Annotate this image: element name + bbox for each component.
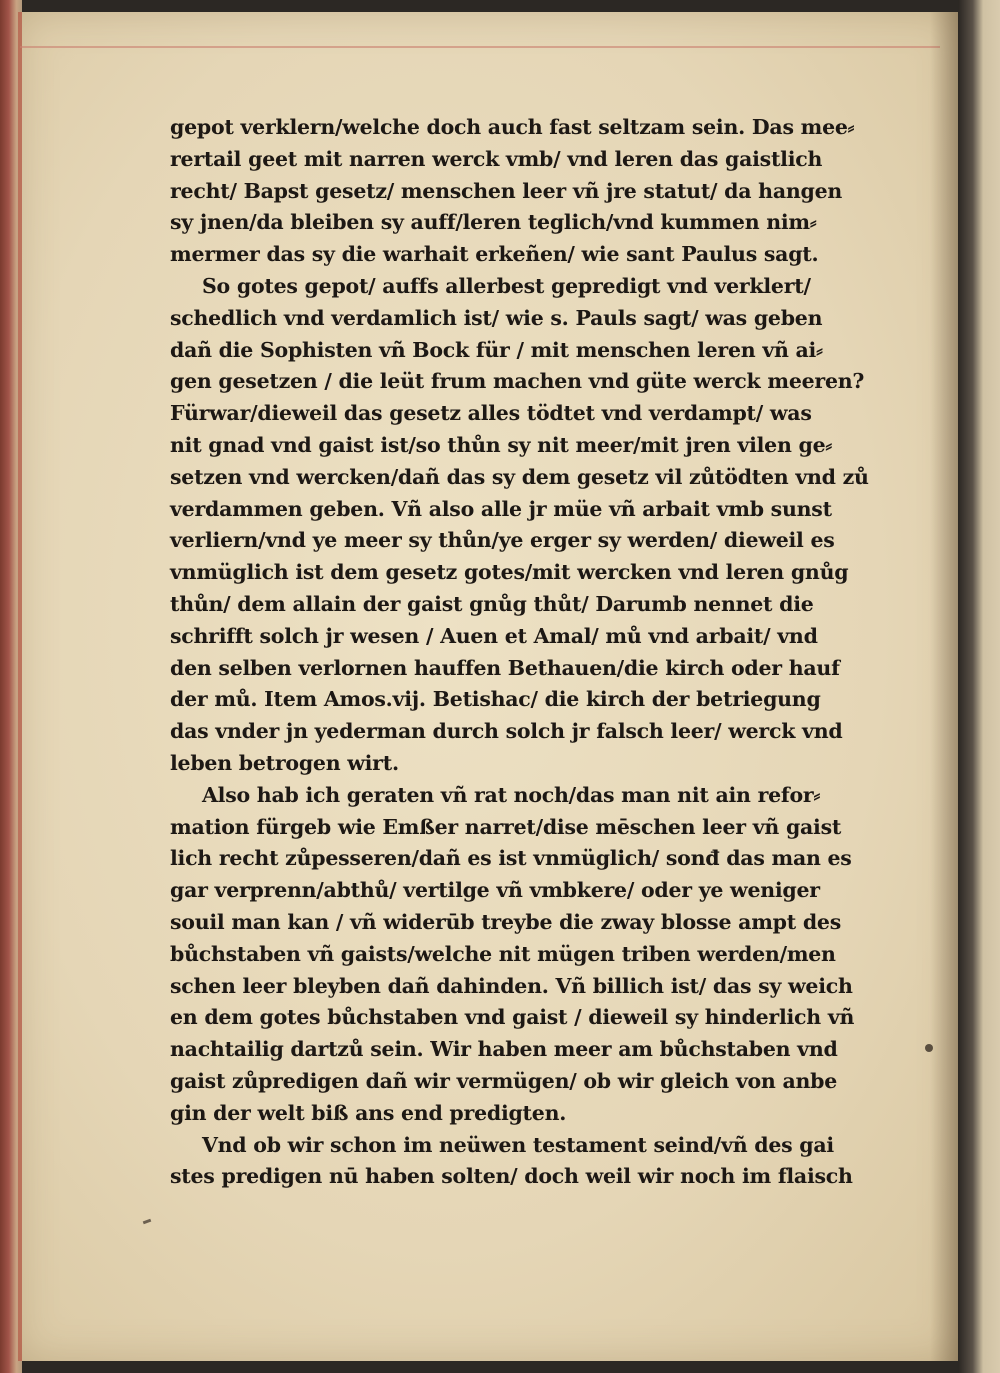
margin-ink-dot <box>925 1044 933 1052</box>
text-line: gepot verklern/welche doch auch fast seltzam sein. Das mee⸗ <box>170 115 855 139</box>
text-line: mation fürgeb wie Emßer narret/dise mēschen leer vñ gaist <box>170 814 842 839</box>
text-line: gaist zůpredigen dañ wir vermügen/ ob wir gleich von anbe <box>170 1068 838 1093</box>
text-line: dañ die Sophisten vñ Bock für / mit menschen leren vñ ai⸗ <box>170 337 823 362</box>
text-line: recht/ Bapst gesetz/ menschen leer vñ jre statut/ da hangen <box>170 178 843 203</box>
gutter-shadow <box>930 12 960 1361</box>
text-line: verdammen geben. Vñ also alle jr müe vñ arbait vmb sunst <box>170 496 832 521</box>
text-line: leben betrogen wirt. <box>170 750 399 775</box>
text-line: gin der welt biß ans end predigten. <box>170 1100 567 1125</box>
text-line: stes predigen nū haben solten/ doch weil wir noch im flaisch <box>170 1164 853 1189</box>
text-line: en dem gotes bůchstaben vnd gaist / dieweil sy hinderlich vñ <box>170 1005 855 1030</box>
text-line: nit gnad vnd gaist ist/so thůn sy nit meer/mit jren vilen ge⸗ <box>170 432 832 457</box>
page-text <box>170 112 910 1193</box>
text-line: sy jnen/da bleiben sy auff/leren teglich/vnd kummen nim⸗ <box>170 210 817 235</box>
text-line: mermer das sy die warhait erkeñen/ wie sant Paulus sagt. <box>170 242 819 267</box>
text-line: das vnder jn yederman durch solch jr falsch leer/ werck vnd <box>170 719 843 744</box>
text-line: vnmüglich ist dem gesetz gotes/mit wercken vnd leren gnůg <box>170 560 849 585</box>
text-line: nachtailig dartzů sein. Wir haben meer am bůchstaben vnd <box>170 1037 838 1062</box>
page-edge-left <box>18 12 22 1361</box>
text-line: schrifft solch jr wesen / Auen et Amal/ mů vnd arbait/ vnd <box>170 623 818 648</box>
text-line: Also hab ich geraten vñ rat noch/das man nit ain refor⸗ <box>202 782 821 807</box>
text-line: der mů. Item Amos.vij. Betishac/ die kirch der betriegung <box>170 687 821 712</box>
text-line: setzen vnd wercken/dañ das sy dem gesetz vil zůtödten vnd zů <box>170 464 869 489</box>
text-line: So gotes gepot/ auffs allerbest gepredigt vnd verklert/ <box>202 273 811 298</box>
text-line: Vnd ob wir schon im neüwen testament seind/vñ des gai <box>202 1132 834 1157</box>
text-line: thůn/ dem allain der gaist gnůg thůt/ Darumb nennet die <box>170 591 814 616</box>
text-line: souil man kan / vñ widerūb treybe die zway blosse ampt des <box>170 909 841 934</box>
text-line: gen gesetzen / die leüt frum machen vnd güte werck meeren? <box>170 369 865 394</box>
text-line: lich recht zůpesseren/dañ es ist vnmüglich/ sonđ das man es <box>170 846 852 871</box>
text-line: den selben verlornen hauffen Bethauen/die kirch oder hauf <box>170 655 840 680</box>
text-line: Fürwar/dieweil das gesetz alles tödtet vnd verdampt/ was <box>170 401 812 426</box>
text-line: bůchstaben vñ gaists/welche nit mügen triben werden/men <box>170 941 836 966</box>
text-line: verliern/vnd ye meer sy thůn/ye erger sy werden/ dieweil es <box>170 528 835 553</box>
facing-page-edge <box>958 0 1000 1373</box>
text-line: schedlich vnd verdamlich ist/ wie s. Pauls sagt/ was geben <box>170 305 823 330</box>
text-line: rertail geet mit narren werck vmb/ vnd leren das gaistlich <box>170 146 823 171</box>
page-edge-top <box>20 46 940 48</box>
text-line: gar verprenn/abthů/ vertilge vñ vmbkere/ oder ye weniger <box>170 878 820 903</box>
text-line: schen leer bleyben dañ dahinden. Vñ billich ist/ das sy weich <box>170 973 853 998</box>
